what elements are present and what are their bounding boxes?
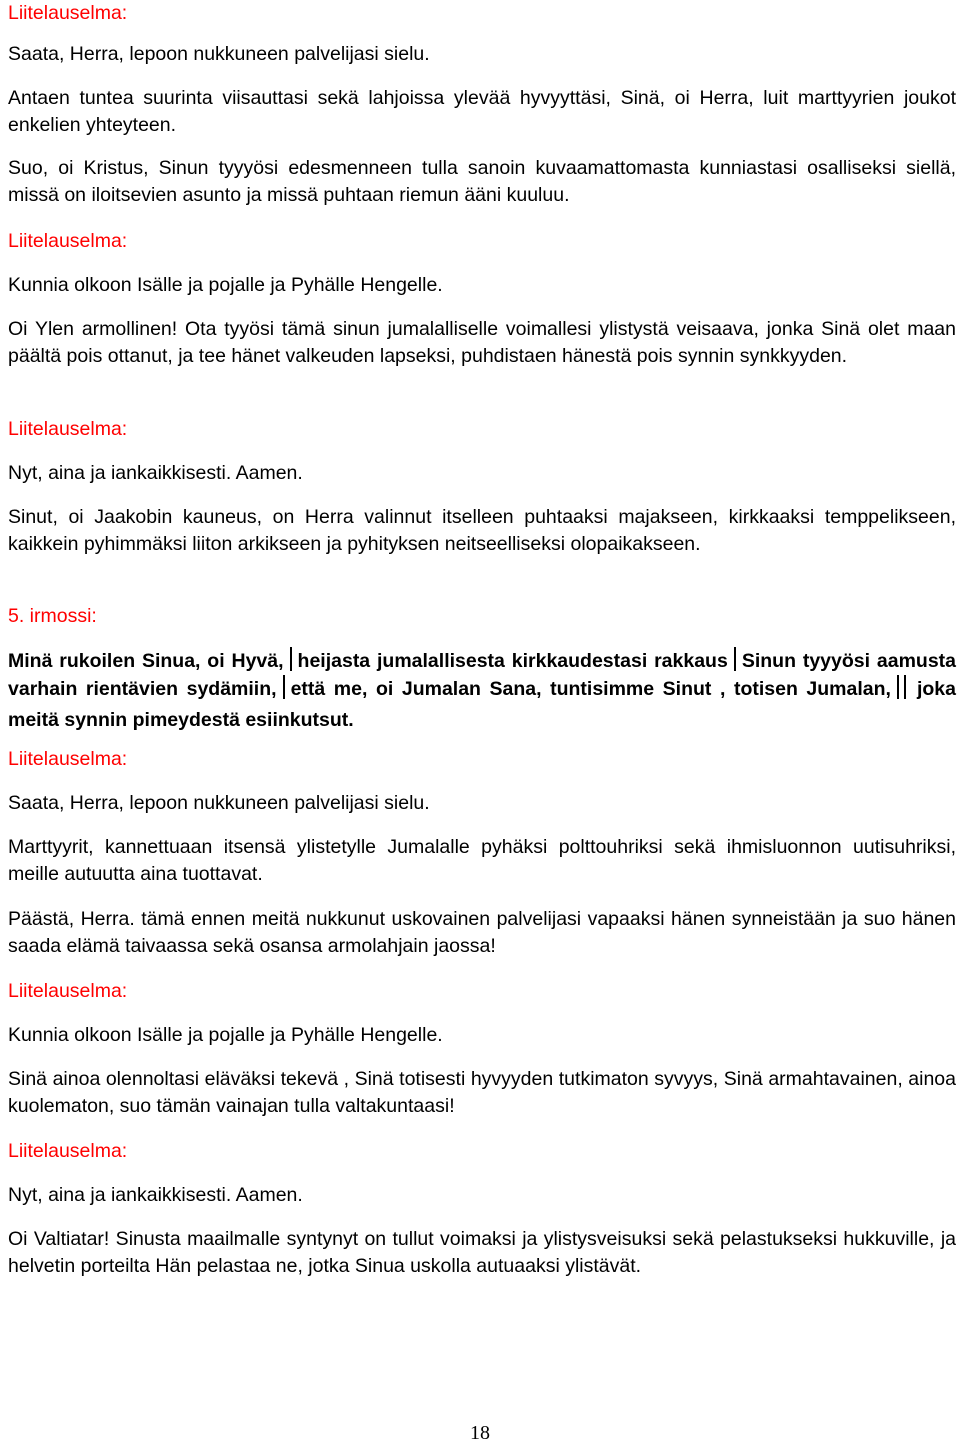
- phrase-divider: [734, 647, 736, 671]
- irmos-phrase: joka meitä synnin pimeydestä esiinkutsut.: [8, 678, 956, 731]
- refrain-label: Liitelauselma:: [8, 2, 128, 24]
- irmos-paragraph: [8, 647, 956, 734]
- irmos-phrase: heijasta jumalallisesta kirkkaudestasi rakkaus: [297, 650, 728, 672]
- troparion-paragraph: Sinut, oi Jaakobin kauneus, on Herra valinnut itselleen puhtaaksi majakseen, kirkkaaksi temppelikseen, kaikkein pyhimmäksi liiton arkikseen ja pyhityksen neitseelliseksi olopaikakseen.: [8, 506, 956, 555]
- verse-line: Kunnia olkoon Isälle ja pojalle ja Pyhälle Hengelle.: [8, 1024, 443, 1046]
- phrase-divider: [290, 647, 292, 671]
- refrain-label: Liitelauselma:: [8, 230, 128, 252]
- refrain-label: Liitelauselma:: [8, 418, 128, 440]
- double-phrase-divider: [897, 675, 911, 707]
- irmos-phrase: Minä rukoilen Sinua, oi Hyvä,: [8, 650, 284, 672]
- irmos-phrase: että me, oi Jumalan Sana, tuntisimme Sinut , totisen Jumalan,: [290, 678, 891, 700]
- irmos-phrase: Sinun tyyyösi aamusta varhain rientävien sydämiin,: [8, 650, 957, 700]
- troparion-paragraph: Antaen tuntea suurinta viisauttasi sekä lahjoissa ylevää hyvyyttäsi, Sinä, oi Herra, luit marttyyrien joukot enkelien yhteyteen.: [8, 87, 956, 136]
- troparion-paragraph: Oi Ylen armollinen! Ota tyyösi tämä sinun jumalalliselle voimallesi ylistystä veisaava, jonka Sinä olet maan päältä pois ottanut, ja tee hänet valkeuden lapseksi, puhdistaen hänestä pois synnin synkkyyden.: [8, 318, 956, 367]
- troparion-paragraph: Sinä ainoa olennoltasi eläväksi tekevä , Sinä totisesti hyvyyden tutkimaton syvyys, Sinä armahtavainen, ainoa kuolematon, suo tämän vainajan tulla valtakuntaasi!: [8, 1068, 956, 1117]
- troparion-paragraph: Marttyyrit, kannettuaan itsensä ylistetylle Jumalalle pyhäksi polttouhriksi sekä ihmisluonnon uutisuhriksi, meille autuutta aina tuottavat.: [8, 836, 956, 885]
- irmos-heading: 5. irmossi:: [8, 605, 97, 627]
- verse-line: Kunnia olkoon Isälle ja pojalle ja Pyhälle Hengelle.: [8, 274, 443, 296]
- refrain-label: Liitelauselma:: [8, 980, 128, 1002]
- phrase-divider: [283, 675, 285, 699]
- refrain-label: Liitelauselma:: [8, 748, 128, 770]
- refrain-label: Liitelauselma:: [8, 1140, 128, 1162]
- troparion-paragraph: Päästä, Herra. tämä ennen meitä nukkunut uskovainen palvelijasi vapaaksi hänen synneistään ja suo hänen saada elämä taivaassa sekä osansa armolahjain jaossa!: [8, 908, 956, 957]
- verse-line: Saata, Herra, lepoon nukkuneen palvelijasi sielu.: [8, 43, 430, 65]
- troparion-paragraph: Suo, oi Kristus, Sinun tyyyösi edesmenneen tulla sanoin kuvaamattomasta kunniastasi osalliseksi siellä, missä on iloitsevien asunto ja missä puhtaan riemun ääni kuuluu.: [8, 157, 956, 206]
- page-number: 18: [470, 1422, 490, 1444]
- verse-line: Nyt, aina ja iankaikkisesti. Aamen.: [8, 462, 303, 484]
- verse-line: Nyt, aina ja iankaikkisesti. Aamen.: [8, 1184, 303, 1206]
- theotokion-paragraph: Oi Valtiatar! Sinusta maailmalle syntynyt on tullut voimaksi ja ylistysveisuksi sekä pelastukseksi hukkuville, ja helvetin porteilta Hän pelastaa ne, jotka Sinua uskolla autuaaksi ylistävät.: [8, 1228, 956, 1277]
- verse-line: Saata, Herra, lepoon nukkuneen palvelijasi sielu.: [8, 792, 430, 814]
